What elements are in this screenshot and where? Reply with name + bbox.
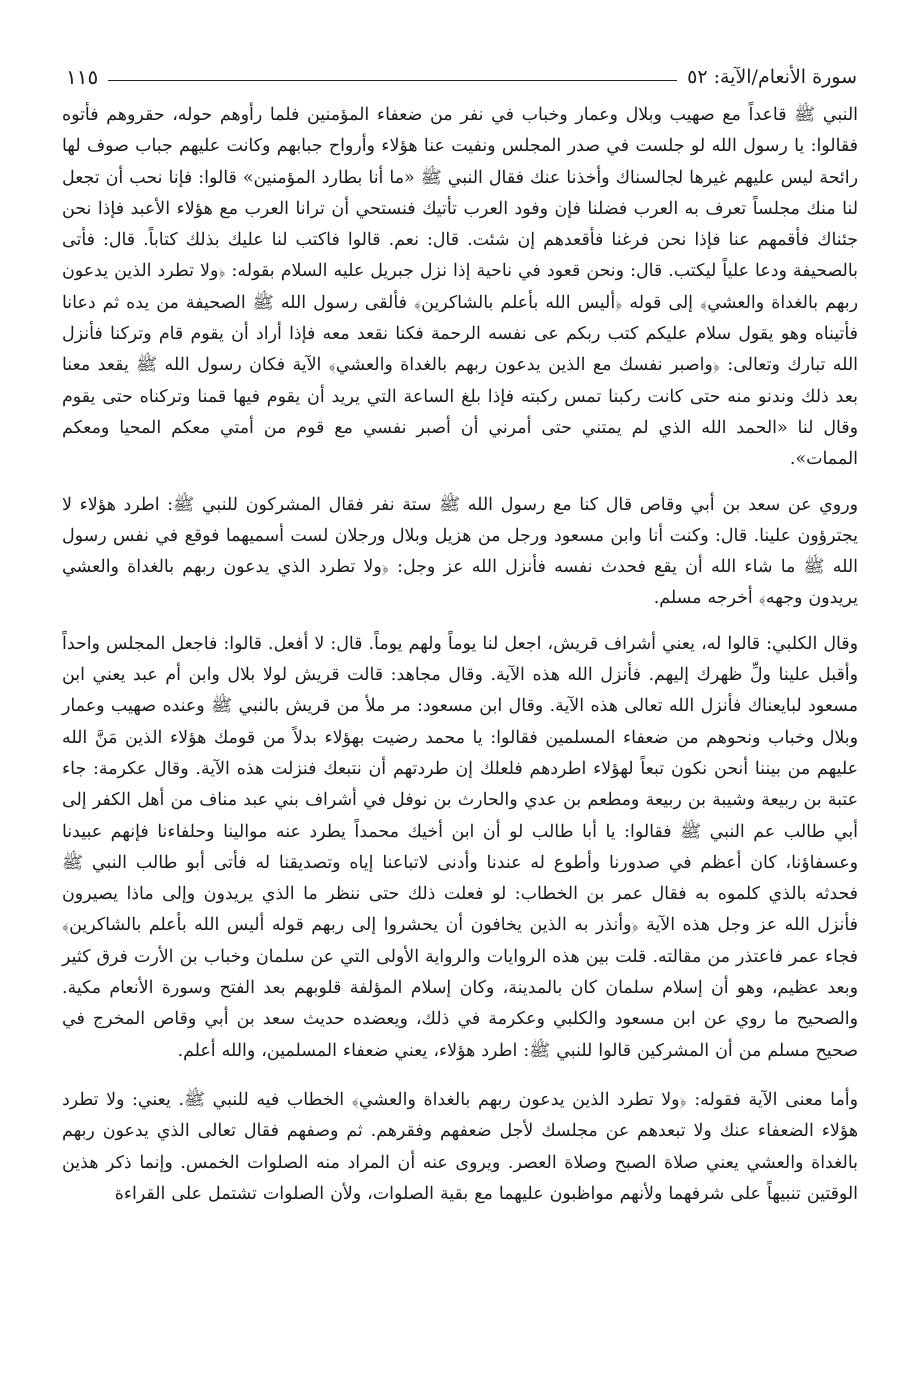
paragraph-2: وروي عن سعد بن أبي وقاص قال كنا مع رسول الله ﷺ ستة نفر فقال المشركون للنبي ﷺ: اطرد هؤلاء لا يجترؤون علينا. قال: وكنت أنا وابن مسعود ورجل من هزيل وبلال ورجلان لست أسميهما فوقع في نفس رسول الله ﷺ ما شاء الله أن يقع فحدث نفسه فأنزل الله عز وجل: ﴿ولا تطرد الذي يدعون ربهم بالغداة والعشي يريدون وجهه﴾ أخرجه مسلم. [62, 494, 858, 609]
page-header [66, 62, 857, 92]
page-number: ١١٥ [66, 65, 99, 89]
paragraph-4: وأما معنى الآية فقوله: ﴿ولا تطرد الذين يدعون ربهم بالغداة والعشي﴾ الخطاب فيه للنبي ﷺ. يعني: ولا تطرد هؤلاء الضعفاء عنك ولا تبعدهم عن مجلسك لأجل ضعفهم وفقرهم. ثم وصفهم فقال تعالى الذي يدعون ربهم بالغداة والعشي يعني صلاة الصبح وصلاة العصر. ويروى عنه أن المراد منه الصلوات الخمس. وإنما ذكر هذين الوقتين تنبيهاً على شرفهما ولأنهم مواظبون عليهما مع بقية الصلوات، ولأن الصلوات تشتمل على القراءة [62, 1089, 858, 1204]
paragraph-3: وقال الكلبي: قالوا له، يعني أشراف قريش، اجعل لنا يوماً ولهم يوماً. قال: لا أفعل. قالوا: فاجعل المجلس واحداً وأقبل علينا ولِّ ظهرك إليهم. فأنزل الله هذه الآية. وقال مجاهد: قالت قريش لولا بلال وابن أم عبد يعني ابن مسعود لبايعناك فأنزل الله تعالى هذه الآية. وقال ابن مسعود: مر ملأ من قريش بالنبي ﷺ وعنده صهيب وعمار وبلال وخباب ونحوهم من ضعفاء المسلمين فقالوا: يا محمد رضيت بهؤلاء بدلاً من قومك هؤلاء الذين مَنَّ الله عليهم من بيننا أنحن نكون تبعاً لهؤلاء اطردهم فلعلك إن طردتهم أن نتبعك فنزلت هذه الآية. وقال عكرمة: جاء عتبة بن ربيعة وشيبة بن ربيعة ومطعم بن عدي والحارث بن نوفل في أشراف بني عبد مناف من أهل الكفر إلى أبي طالب عم النبي ﷺ فقالوا: يا أبا طالب لو أن ابن أخيك محمداً يطرد عنه موالينا وحلفاءنا فإنهم عبيدنا وعسفاؤنا، كان أعظم في صدورنا وأطوع له عندنا وأدنى لاتباعنا إياه وتصديقنا له فأتى أبو طالب النبي ﷺ فحدثه بالذي كلموه به فقال عمر بن الخطاب: لو فعلت ذلك حتى ننظر ما الذي يريدون وإلى ماذا يصيرون فأنزل الله عز وجل هذه الآية ﴿وأنذر به الذين يخافون أن يحشروا إلى ربهم قوله أليس الله بأعلم بالشاكرين﴾ فجاء عمر فاعتذر من مقالته. قلت بين هذه الروايات والرواية الأولى التي عن سلمان وخباب بن الأرت فرق كثير وبعد عظيم، وهو أن إسلام سلمان كان بالمدينة، وكان إسلام المؤلفة قلوبهم بعد الفتح وسورة الأنعام مكية. والصحيح ما روي عن ابن مسعود والكلبي وعكرمة في ذلك، ويعضده حديث سعد بن أبي وقاص المخرج في صحيح مسلم من أن المشركين قالوا للنبي ﷺ: اطرد هؤلاء، يعني ضعفاء المسلمين، والله أعلم. [62, 633, 858, 1061]
running-title: سورة الأنعام/الآية: ٥٢ [687, 66, 857, 88]
header-rule [108, 80, 677, 81]
page-body [62, 100, 858, 1210]
paragraph-1: النبي ﷺ قاعداً مع صهيب وبلال وعمار وخباب في نفر من ضعفاء المؤمنين فلما رأوهم حوله، حقروهم فأتوه فقالوا: يا رسول الله لو جلست في صدر المجلس ونفيت عنا هؤلاء وأرواح جبابهم وكانت عليهم جباب صوف لها رائحة ليس عليهم غيرها لجالسناك وأخذنا عنك فقال النبي ﷺ «ما أنا بطارد المؤمنين» قالوا: فإنا نحب أن تجعل لنا منك مجلساً تعرف به العرب فضلنا فإن وفود العرب تأتيك فنستحي أن ترانا العرب مع هؤلاء الأعبد فإذا نحن جئناك فأقمهم عنا فإذا نحن فرغنا فأقعدهم إن شئت. قال: نعم. قالوا فاكتب لنا عليك بذلك كتاباً. قال: فأتى بالصحيفة ودعا علياً ليكتب. قال: ونحن قعود في ناحية إذا نزل جبريل عليه السلام بقوله: ﴿ولا تطرد الذين يدعون ربهم بالغداة والعشي﴾ إلى قوله ﴿أليس الله بأعلم بالشاكرين﴾ فألقى رسول الله ﷺ الصحيفة من يده ثم دعانا فأتيناه وهو يقول سلام عليكم كتب ربكم عى نفسه الرحمة فكنا نقعد معه فإذا أراد أن يقوم قام وتركنا فأنزل الله تبارك وتعالى: ﴿واصبر نفسك مع الذين يدعون ربهم بالغداة والعشي﴾ الآية فكان رسول الله ﷺ يقعد معنا بعد ذلك وندنو منه حتى كانت ركبنا تمس ركبته فإذا بلغ الساعة التي يريد أن يقوم فيها قمنا وتركناه حتى يقوم وقال لنا «الحمد الله الذي لم يمتني حتى أمرني أن أصبر نفسي مع قوم من أمتي معكم المحيا ومعكم الممات». [62, 105, 858, 470]
